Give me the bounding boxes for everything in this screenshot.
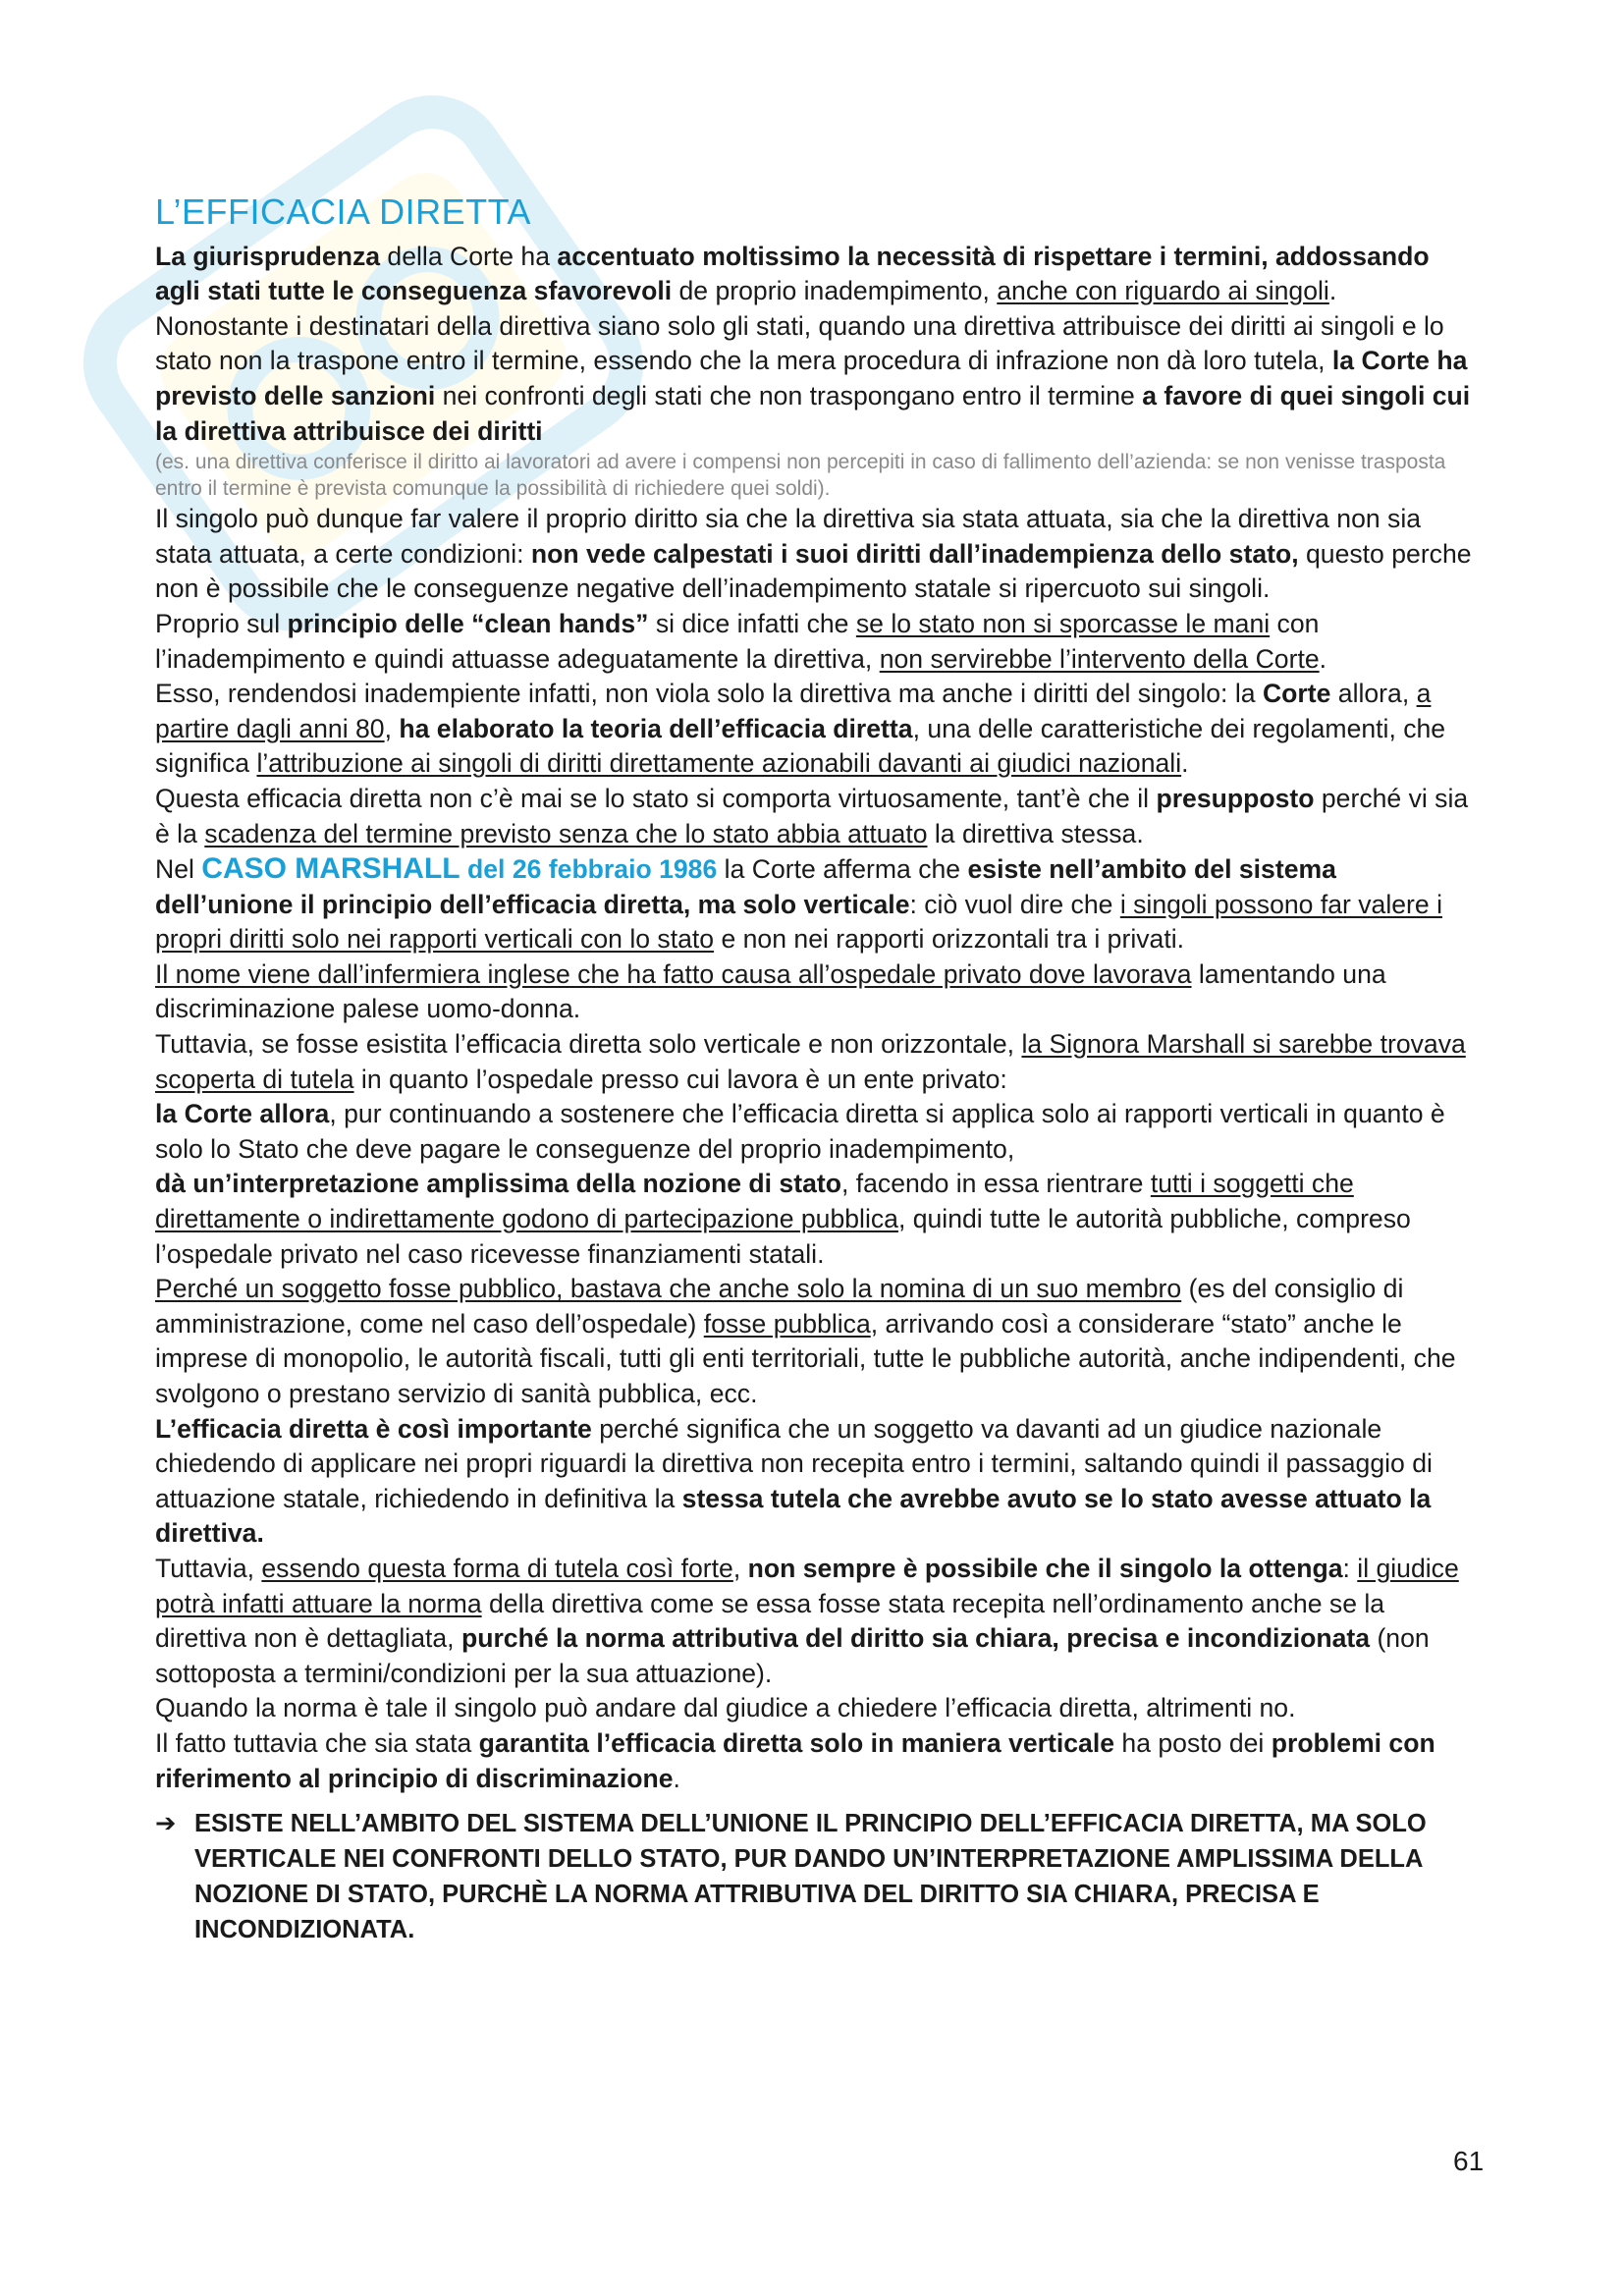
text: e non nei rapporti orizzontali tra i privati.	[714, 924, 1184, 955]
text: con l’inadempimento e quindi attuasse adeguatamente la direttiva,	[155, 608, 1320, 674]
text-bold: presupposto	[1156, 783, 1315, 813]
right-arrow-icon: ➔	[155, 1810, 177, 1838]
text: Esso, rendendosi inadempiente infatti, non viola solo la direttiva ma anche i diritti del singolo: la	[155, 679, 1263, 709]
text-underline: essendo questa forma di tutela così forte	[261, 1553, 733, 1583]
text: .	[1328, 276, 1337, 306]
text-underline: l’attribuzione ai singoli di diritti direttamente azionabili davanti ai giudici nazionali	[256, 748, 1182, 779]
text-bold: la Corte allora	[155, 1099, 330, 1129]
text: Tuttavia,	[155, 1553, 262, 1583]
text: de proprio inadempimento,	[672, 276, 998, 306]
text: , pur continuando a sostenere che l’efficacia diretta si applica solo ai rapporti verticali in quanto è solo lo Stato che deve pagare le conseguenze del proprio inadempimento,	[155, 1099, 1445, 1164]
case-marshall-label: CASO MARSHALL	[201, 852, 460, 886]
paragraph-11	[155, 1412, 1481, 1552]
text: , una delle caratteristiche dei regolamenti, che significa	[155, 713, 1446, 779]
text: lamentando una discriminazione palese uomo-donna.	[155, 958, 1386, 1024]
document-page	[155, 192, 1481, 1947]
text-underline: a partire dagli anni 80	[155, 679, 1432, 743]
document-body	[155, 240, 1481, 1948]
paragraph-5	[155, 677, 1481, 782]
paragraph-10	[155, 1272, 1481, 1411]
text: la Corte afferma che	[717, 854, 968, 885]
text-underline: i singoli possono far valere i propri diritti solo nei rapporti verticali con lo stato	[155, 889, 1442, 955]
text-bold: L’efficacia diretta è così importante	[155, 1413, 592, 1444]
text: .	[673, 1763, 680, 1793]
page-title: L’EFFICACIA DIRETTA	[155, 191, 531, 232]
paragraph-2	[155, 309, 1481, 449]
text-underline: se lo stato non si sporcasse le mani	[855, 608, 1271, 638]
text: la direttiva stessa.	[927, 818, 1144, 848]
text-underline: anche con riguardo ai singoli	[997, 276, 1329, 306]
case-date: del 26 febbraio 1986	[460, 854, 718, 885]
text-underline: Perché un soggetto fosse pubblico, bastava che anche solo la nomina di un suo membro	[155, 1274, 1182, 1304]
text-bold: non vede calpestati i suoi diritti dall’inadempienza dello stato,	[530, 538, 1299, 569]
paragraph-4	[155, 607, 1481, 677]
text-bold: Corte	[1262, 679, 1331, 709]
text-underline: scadenza del termine previsto senza che lo stato abbia attuato	[204, 818, 928, 848]
text: Nonostante i destinatari della direttiva siano solo gli stati, quando una direttiva attribuisce dei diritti ai singoli e lo stato non la traspone entro il termine, essendo che la mera procedura di infrazione non dà loro tutela,	[155, 310, 1444, 376]
text: allora,	[1330, 679, 1417, 709]
text: della Corte ha	[380, 241, 558, 271]
conclusion-text: ESISTE NELL’AMBITO DEL SISTEMA DELL’UNIONE IL PRINCIPIO DELL’EFFICACIA DIRETTA, MA SOLO VERTICALE NEI CONFRONTI DELLO STATO, PUR DANDO UN’INTERPRETAZIONE AMPLISSIMA DELLA NOZIONE DI STATO, PURCHÈ LA NORMA ATTRIBUTIVA DEL DIRITTO SIA CHIARA, PRECISA E INCONDIZIONATA.	[194, 1810, 1427, 1944]
paragraph-1	[155, 240, 1481, 309]
paragraph-3	[155, 502, 1481, 607]
text: Nel	[155, 854, 202, 885]
text-bold: esiste nell’ambito del sistema dell’unione il principio dell’efficacia diretta, ma solo verticale	[155, 854, 1336, 919]
conclusion-block	[155, 1806, 1481, 1947]
text: Il fatto tuttavia che sia stata	[155, 1727, 479, 1758]
text: (es del consiglio di amministrazione, come nel caso dell’ospedale)	[155, 1274, 1404, 1339]
text: , facendo in essa rientrare	[840, 1169, 1151, 1199]
text: perché vi sia è la	[155, 783, 1469, 848]
text-bold: garantita l’efficacia diretta solo in maniera verticale	[478, 1727, 1115, 1758]
text: :	[1342, 1553, 1358, 1583]
text-bold: principio delle “clean hands”	[287, 608, 649, 638]
text: : ciò vuol dire che	[909, 889, 1120, 919]
text-bold: a favore di quei singoli cui la direttiva attribuisce dei diritti	[155, 380, 1471, 446]
page-number: 61	[1453, 2146, 1485, 2176]
text-underline: fosse pubblica	[703, 1308, 871, 1339]
text-bold: La giurisprudenza	[155, 241, 381, 271]
text: , quindi tutte le autorità pubbliche, compreso l’ospedale privato nel caso ricevesse finanziamenti statali.	[155, 1204, 1411, 1269]
text-bold: ha elaborato la teoria dell’efficacia diretta	[399, 713, 913, 743]
text: ha posto dei	[1114, 1727, 1272, 1758]
text: ,	[384, 713, 400, 743]
text: Questa efficacia diretta non c’è mai se lo stato si comporta virtuosamente, tant’è che il	[155, 783, 1157, 813]
text: della direttiva come se essa fosse stata recepita nell’ordinamento anche se la direttiva non è dettagliata,	[155, 1588, 1385, 1654]
paragraph-6	[155, 782, 1481, 851]
text-bold: non sempre è possibile che il singolo la ottenga	[747, 1553, 1343, 1583]
text: si dice infatti che	[648, 608, 856, 638]
text-underline: tutti i soggetti che direttamente o indirettamente godono di partecipazione pubblica	[155, 1169, 1354, 1234]
paragraph-8	[155, 957, 1481, 1027]
paragraph-9	[155, 1027, 1481, 1272]
text-bold: accentuato moltissimo la necessità di rispettare i termini, addossando agli stati tutte le conseguenza sfavorevoli	[155, 241, 1430, 306]
text: , arrivando così a considerare “stato” anche le imprese di monopolio, le autorità fiscali, tutti gli enti territoriali, tutte le pubbliche autorità, anche indipendenti, che svolgono o prestano servizio di sanità pubblica, ecc.	[155, 1308, 1456, 1408]
paragraph-13: Quando la norma è tale il singolo può andare dal giudice a chiedere l’efficacia diretta, altrimenti no.	[155, 1693, 1296, 1723]
paragraph-7	[155, 851, 1481, 957]
text-bold: stessa tutela che avrebbe avuto se lo stato avesse attuato la direttiva.	[155, 1483, 1432, 1549]
text-underline: la Signora Marshall si sarebbe trovava scoperta di tutela	[155, 1029, 1466, 1094]
text: in quanto l’ospedale presso cui lavora è un ente privato:	[353, 1064, 1007, 1094]
text-underline: Il nome viene dall’infermiera inglese che ha fatto causa all’ospedale privato dove lavorava	[155, 958, 1192, 989]
text: Il singolo può dunque far valere il proprio diritto sia che la direttiva sia stata attuata, sia che la direttiva non sia stata attuata, a certe condizioni:	[155, 504, 1422, 569]
text: (non sottoposta a termini/condizioni per la sua attuazione).	[155, 1623, 1430, 1688]
example-note: (es. una direttiva conferisce il diritto ai lavoratori ad avere i compensi non percepiti in caso di fallimento dell’azienda: se non venisse trasposta entro il termine è prevista comunque la possibilità di richiedere quei soldi).	[155, 451, 1446, 501]
text: questo perche non è possibile che le conseguenze negative dell’inadempimento statale si ripercuoto sui singoli.	[155, 538, 1472, 604]
text: Proprio sul	[155, 608, 288, 638]
text-bold: dà un’interpretazione amplissima della nozione di stato	[155, 1169, 841, 1199]
text: perché significa che un soggetto va davanti ad un giudice nazionale chiedendo di applicare nei propri riguardi la direttiva non recepita entro i termini, saltando quindi il passaggio di attuazione statale, richiedendo in definitiva la	[155, 1413, 1433, 1513]
text: nei confronti degli stati che non traspongano entro il termine	[435, 380, 1143, 410]
text: Tuttavia, se fosse esistita l’efficacia diretta solo verticale e non orizzontale,	[155, 1029, 1022, 1060]
text: ,	[732, 1553, 748, 1583]
text: .	[1319, 643, 1327, 674]
text-underline: non servirebbe l’intervento della Corte	[879, 643, 1320, 674]
text-underline: il giudice potrà infatti attuare la norma	[155, 1553, 1459, 1618]
paragraph-14	[155, 1726, 1481, 1796]
text-bold: problemi con riferimento al principio di discriminazione	[155, 1727, 1435, 1793]
text: .	[1181, 748, 1189, 779]
text-bold: purché la norma attributiva del diritto sia chiara, precisa e incondizionata	[460, 1623, 1371, 1654]
paragraph-12	[155, 1552, 1481, 1691]
text-bold: la Corte ha previsto delle sanzioni	[155, 346, 1468, 410]
